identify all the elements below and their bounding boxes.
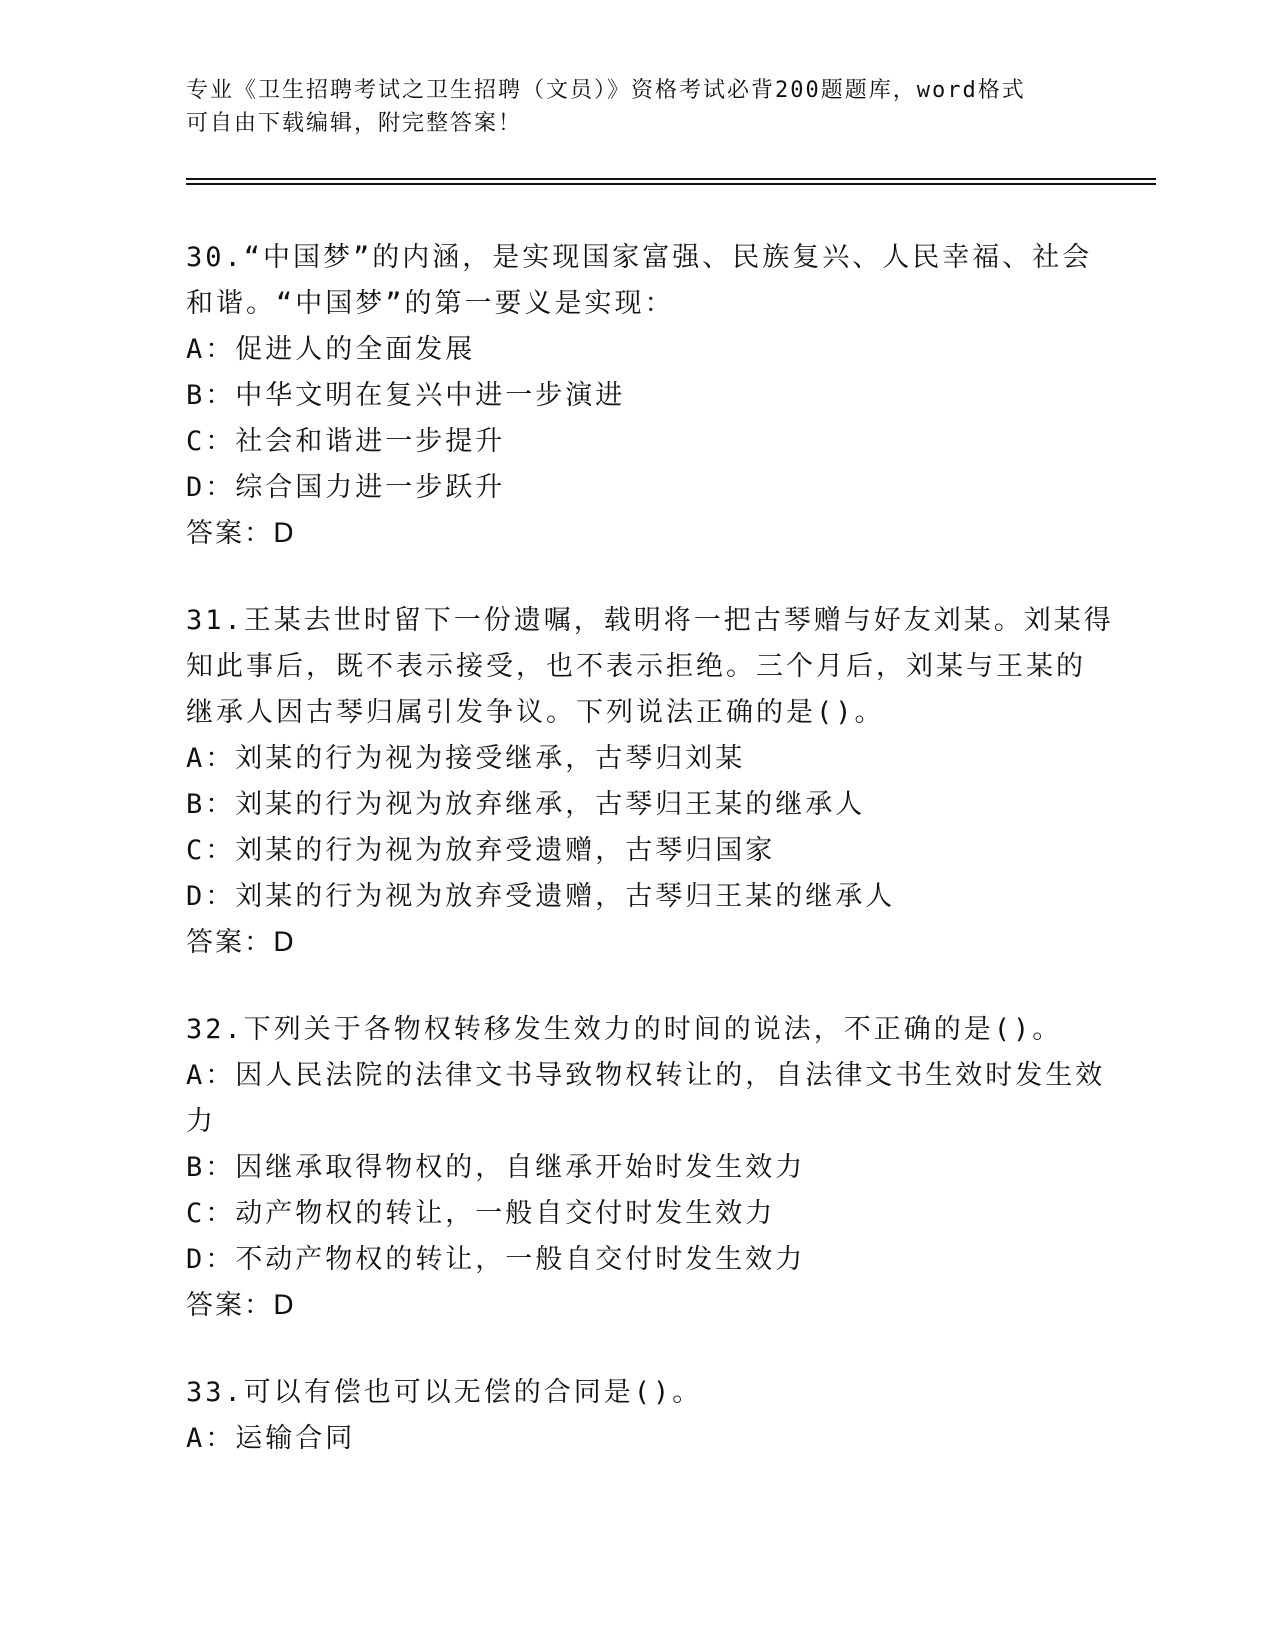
- question-33: [186, 1370, 1086, 1462]
- option-b: B：中华文明在复兴中进一步演进: [186, 380, 626, 411]
- question-text: 继承人因古琴归属引发争议。下列说法正确的是()。: [186, 697, 885, 728]
- option-d: D：不动产物权的转让，一般自交付时发生效力: [186, 1244, 806, 1275]
- question-32: [186, 1007, 1106, 1329]
- option-a: A：刘某的行为视为接受继承，古琴归刘某: [186, 743, 746, 774]
- question-list: [186, 235, 1114, 1503]
- header-line: 专业《卫生招聘考试之卫生招聘（文员）》资格考试必背200题题库，word格式: [186, 78, 1026, 103]
- option-c: C：社会和谐进一步提升: [186, 426, 506, 457]
- option-c: C：动产物权的转让，一般自交付时发生效力: [186, 1198, 776, 1229]
- question-31: [186, 598, 1114, 966]
- option-a: A：因人民法院的法律文书导致物权转让的，自法律文书生效时发生效: [186, 1060, 1106, 1091]
- option-b: B：刘某的行为视为放弃继承，古琴归王某的继承人: [186, 789, 866, 820]
- option-a: A：运输合同: [186, 1423, 356, 1454]
- header-divider-bottom: [186, 183, 1156, 185]
- question-text: 31.王某去世时留下一份遗嘱，载明将一把古琴赠与好友刘某。刘某得: [186, 605, 1114, 636]
- option-a: A：促进人的全面发展: [186, 334, 476, 365]
- answer: 答案：D: [186, 518, 296, 549]
- document-header: [186, 74, 1086, 140]
- answer: 答案：D: [186, 927, 296, 958]
- question-text: 30.“中国梦”的内涵，是实现国家富强、民族复兴、人民幸福、社会: [186, 242, 1093, 273]
- header-line: 可自由下载编辑，附完整答案！: [186, 111, 523, 136]
- header-divider-top: [186, 178, 1156, 180]
- answer: 答案：D: [186, 1290, 296, 1321]
- question-text: 32.下列关于各物权转移发生效力的时间的说法，不正确的是()。: [186, 1014, 1063, 1045]
- option-d: D：综合国力进一步跃升: [186, 472, 506, 503]
- option-a-continued: 力: [186, 1106, 216, 1137]
- question-30: [186, 235, 1093, 557]
- option-c: C：刘某的行为视为放弃受遗赠，古琴归国家: [186, 835, 776, 866]
- option-b: B：因继承取得物权的，自继承开始时发生效力: [186, 1152, 806, 1183]
- question-text: 和谐。“中国梦”的第一要义是实现：: [186, 288, 675, 319]
- option-d: D：刘某的行为视为放弃受遗赠，古琴归王某的继承人: [186, 881, 896, 912]
- question-text: 33.可以有偿也可以无偿的合同是()。: [186, 1377, 703, 1408]
- question-text: 知此事后，既不表示接受，也不表示拒绝。三个月后，刘某与王某的: [186, 651, 1086, 682]
